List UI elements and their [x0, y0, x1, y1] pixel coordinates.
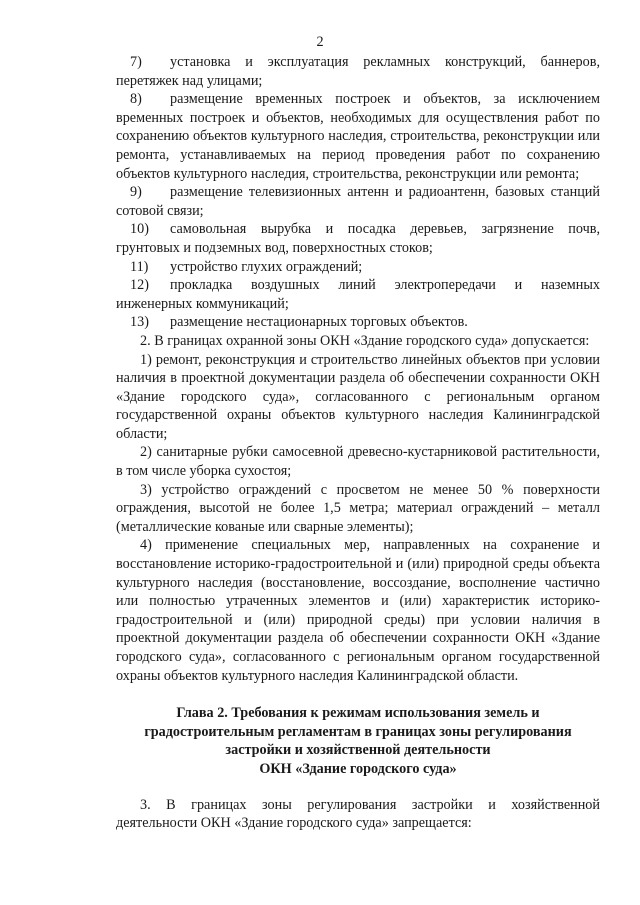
list-item-text: установка и эксплуатация рекламных конструкций, баннеров, перетяжек над улицами;	[116, 54, 600, 89]
list-item-number: 11)	[130, 258, 149, 275]
list-item-text: прокладка воздушных линий электропередачи и наземных инженерных коммуникаций;	[116, 277, 600, 312]
list-item-text: размещение временных построек и объектов, за исключением временных построек и объектов, необходимых для осуществления работ по сохранению объектов культурного наследия, строительства, реконструкции или ремонта, устанавливаемых на период проведения работ по сохранению объектов культурного наследия, строительства, реконструкции или ремонта;	[116, 91, 600, 182]
allowed-item: 1) ремонт, реконструкция и строительство линейных объектов при условии наличия в проектной документации раздела об обеспечении сохранности ОКН «Здание городского суда», согласованного с региональным органом государственной охраны объектов культурного наследия Калининградской области;	[116, 351, 600, 442]
list-item	[116, 276, 600, 313]
chapter-title	[116, 704, 600, 778]
list-item-number: 8)	[130, 91, 142, 108]
list-item-number: 10)	[130, 221, 149, 238]
allowed-list	[116, 351, 600, 686]
page-number: 2	[316, 34, 324, 50]
chapter-title-line: градостроительным регламентам в границах зоны регулирования	[144, 723, 572, 740]
chapter-title-line: застройки и хозяйственной деятельности	[225, 742, 491, 759]
section-3-intro: 3. В границах зоны регулирования застройки и хозяйственной деятельности ОКН «Здание городского суда» запрещается:	[116, 796, 600, 832]
list-item	[116, 220, 600, 257]
list-item-number: 7)	[130, 54, 142, 70]
chapter-title-line: Глава 2. Требования к режимам использования земель и	[176, 705, 540, 722]
list-item-number: 12)	[130, 277, 149, 294]
list-item-text: устройство глухих ограждений;	[170, 258, 363, 275]
allowed-item: 4) применение специальных мер, направленных на сохранение и восстановление историко-градостроительной и (или) природной среды объекта культурного наследия (восстановление, воссоздание, восполнение частично или полностью утраченных элементов и (или) характеристик историко-градостроительной и (или) природной среды) при условии наличия в проектной документации раздела об обеспечении сохранности ОКН «Здание городского суда», согласованного с региональным органом государственной охраны объектов культурного наследия Калининградской области.	[116, 537, 600, 684]
document-body	[116, 53, 600, 833]
list-item-text: размещение телевизионных антенн и радиоантенн, базовых станций сотовой связи;	[116, 184, 600, 219]
list-item-number: 9)	[130, 184, 142, 201]
list-item	[116, 183, 600, 220]
list-item	[116, 258, 600, 277]
list-item-text: самовольная вырубка и посадка деревьев, загрязнение почв, грунтовых и подземных вод, поверхностных стоков;	[116, 221, 600, 256]
list-item	[116, 313, 600, 332]
chapter-title-line: ОКН «Здание городского суда»	[259, 760, 457, 777]
section-2-intro: 2. В границах охранной зоны ОКН «Здание городского суда» допускается:	[140, 332, 590, 349]
list-item-number: 13)	[130, 314, 149, 331]
list-item	[116, 53, 600, 90]
allowed-item: 3) устройство ограждений с просветом не менее 50 % поверхности ограждения, высотой не более 1,5 метра; материал ограждений – металл (металлические кованые или сварные элементы);	[116, 481, 600, 535]
list-item-text: размещение нестационарных торговых объектов.	[170, 314, 468, 331]
allowed-item: 2) санитарные рубки самосевной древесно-кустарниковой растительности, в том числе уборка сухостоя;	[116, 444, 600, 480]
prohibited-list	[116, 53, 600, 332]
list-item	[116, 90, 600, 183]
